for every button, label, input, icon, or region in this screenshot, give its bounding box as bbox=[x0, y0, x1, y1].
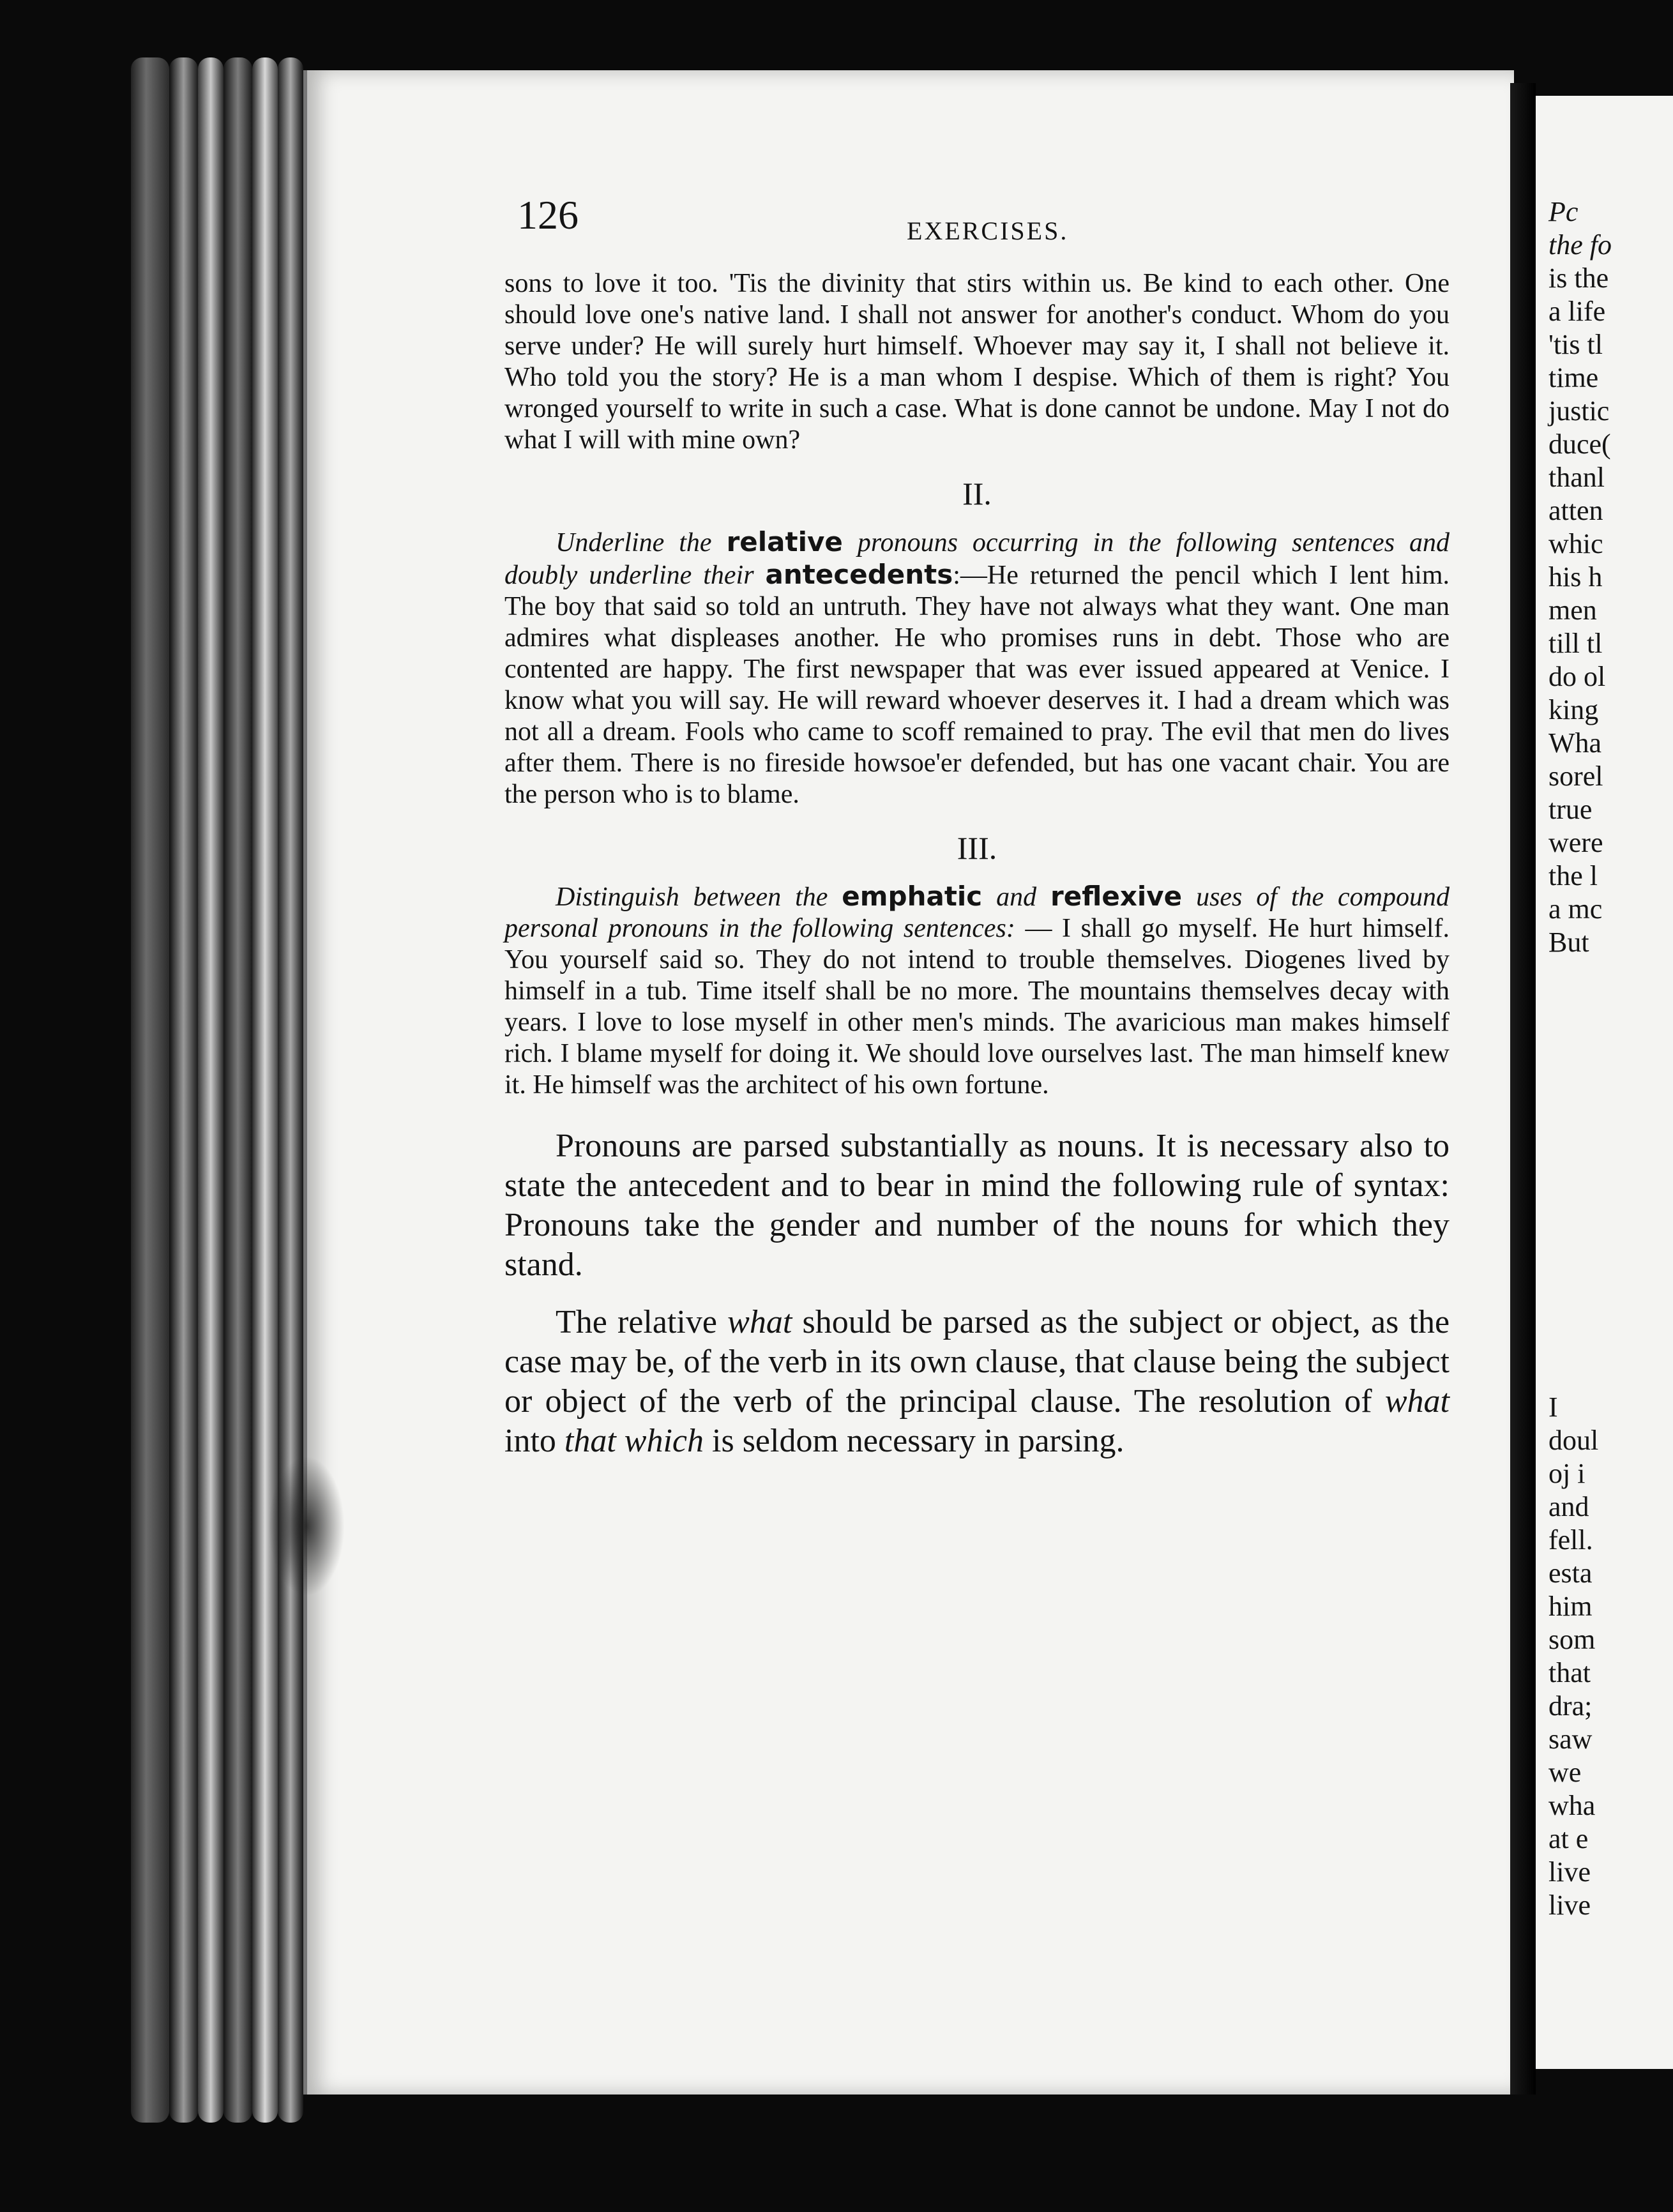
page-number: 126 bbox=[517, 192, 579, 238]
right-page-line: live bbox=[1548, 1890, 1591, 1921]
right-page-line: a life bbox=[1548, 296, 1606, 327]
page-edge bbox=[131, 57, 169, 2123]
right-page-line: him bbox=[1548, 1591, 1593, 1622]
right-page-line: Pc bbox=[1548, 196, 1578, 227]
right-page-fragment bbox=[1536, 96, 1673, 2069]
right-page-line: king bbox=[1548, 694, 1599, 725]
page-edge bbox=[198, 57, 223, 2123]
right-page-line: But bbox=[1548, 927, 1589, 958]
right-page-line: live bbox=[1548, 1856, 1591, 1888]
right-page-line: a mc bbox=[1548, 893, 1603, 925]
ink-stain bbox=[268, 1456, 345, 1596]
page-edge bbox=[223, 57, 252, 2123]
right-page-line: at e bbox=[1548, 1823, 1589, 1854]
page-edge bbox=[169, 57, 198, 2123]
right-page-line: justic bbox=[1548, 395, 1610, 427]
right-page-line: 'tis tl bbox=[1548, 329, 1603, 360]
right-page-line: true bbox=[1548, 794, 1593, 825]
right-page-line: saw bbox=[1548, 1723, 1593, 1755]
page-content bbox=[504, 192, 1450, 1461]
right-page-line: his h bbox=[1548, 561, 1603, 593]
right-page-line: till tl bbox=[1548, 628, 1603, 659]
right-page-line: and bbox=[1548, 1491, 1589, 1522]
exercise-2: Underline the relative pronouns occurring in the following sentences and doubly underline their antecedents:—He returned the pencil which I lent him. The boy that said so told an untruth. They have not always what they want. One man admires what displeases another. He who promises runs in debt. Those who are contented are happy. The first newspaper that was ever issued appeared at Venice. I know what you will say. He will reward whoever deserves it. I had a dream which was not all a dream. Fools who came to scoff remained to pray. The evil that men do lives after them. There is no fireside howsoe'er defended, but has one vacant chair. You are the person who is to blame. bbox=[504, 526, 1450, 809]
right-page-line: men bbox=[1548, 595, 1597, 626]
continuation-paragraph: sons to love it too. 'Tis the divinity that stirs within us. Be kind to each other. One should love one's native land. I shall not answer for another's conduct. Whom do you serve under? He will surely hurt himself. Whoever may say it, I shall not believe it. Who told you the story? He is a man whom I despise. Which of them is right? You wronged yourself to write in such a case. What is done cannot be undone. May I not do what I will with mine own? bbox=[504, 269, 1450, 455]
right-page-bottom-lines bbox=[1536, 1391, 1673, 1922]
right-page-line: were bbox=[1548, 827, 1603, 858]
page-edge bbox=[252, 57, 278, 2123]
right-page-top-lines bbox=[1536, 195, 1673, 959]
right-page-line: fell. bbox=[1548, 1524, 1593, 1556]
right-page-line: doul bbox=[1548, 1425, 1599, 1456]
right-page-line: atten bbox=[1548, 495, 1603, 526]
right-page-line: do ol bbox=[1548, 661, 1606, 692]
book-gutter bbox=[1510, 83, 1536, 2095]
section-heading-2: II. bbox=[962, 476, 992, 511]
relative-what-paragraph: The relative what should be parsed as the subject or object, as the case may be, of the verb in its own clause, that clause being the subject or object of the verb of the principal clause. The resolution of what into that which is seldom necessary in parsing. bbox=[504, 1304, 1450, 1459]
right-page-line: that bbox=[1548, 1657, 1591, 1688]
right-page-line: duce( bbox=[1548, 428, 1611, 460]
page-header bbox=[504, 192, 1450, 268]
right-page-line: time bbox=[1548, 362, 1599, 393]
right-page-line: oj i bbox=[1548, 1458, 1586, 1489]
right-page-line: is the bbox=[1548, 262, 1609, 294]
right-page-line: the l bbox=[1548, 860, 1598, 891]
right-page-line: som bbox=[1548, 1624, 1596, 1655]
right-page-line: sorel bbox=[1548, 761, 1603, 792]
page-edge bbox=[278, 57, 303, 2123]
right-page-line: dra; bbox=[1548, 1690, 1593, 1722]
right-page-line: we bbox=[1548, 1757, 1582, 1788]
parsing-rule-paragraph: Pronouns are parsed substantially as nouns. It is necessary also to state the antecedent and to bear in mind the following rule of syntax: Pronouns take the gender and number of the nouns for which they stand. bbox=[504, 1128, 1450, 1283]
right-page-line: whic bbox=[1548, 528, 1603, 559]
running-head: EXERCISES. bbox=[907, 216, 1069, 245]
exercise-3: Distinguish between the emphatic and reflexive uses of the compound personal pronouns in the following sentences: — I shall go myself. He hurt himself. You yourself said so. They do not intend to trouble themselves. Diogenes lived by himself in a tub. Time itself shall be no more. The mountains themselves decay with years. I love to lose myself in other men's minds. The avaricious man makes himself rich. I blame myself for doing it. We should love ourselves last. The man himself knew it. He himself was the architect of his own fortune. bbox=[504, 881, 1450, 1100]
right-page-line: esta bbox=[1548, 1557, 1593, 1589]
right-page-line: Wha bbox=[1548, 727, 1602, 759]
right-page-line: I bbox=[1548, 1391, 1558, 1423]
right-page-line: thanl bbox=[1548, 462, 1605, 493]
right-page-line: wha bbox=[1548, 1790, 1596, 1821]
right-page-line: the fo bbox=[1548, 229, 1612, 261]
section-heading-3: III. bbox=[957, 830, 997, 866]
